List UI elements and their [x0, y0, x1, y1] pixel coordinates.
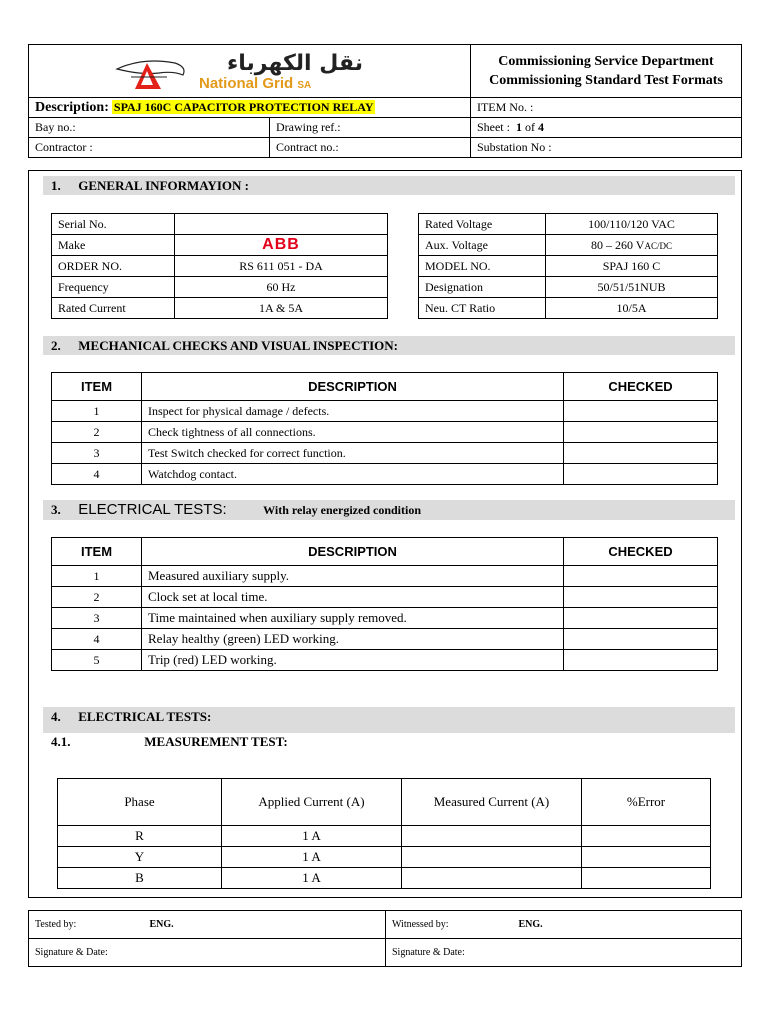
- table-row: [52, 464, 718, 485]
- general-label: MODEL NO.: [419, 256, 546, 277]
- item-no: ITEM No. :: [470, 98, 741, 118]
- section-4-heading: [43, 707, 735, 733]
- item-description: Measured auxiliary supply.: [142, 566, 564, 587]
- section-4-number: 4.: [51, 709, 61, 724]
- item-number: 4: [52, 464, 142, 485]
- table-header-row: [58, 779, 711, 826]
- description-value: SPAJ 160C CAPACITOR PROTECTION RELAY: [113, 99, 374, 114]
- witnessed-by-eng: ENG.: [518, 919, 543, 930]
- header-table: [28, 44, 742, 158]
- checked-cell[interactable]: [564, 650, 718, 671]
- general-label: Designation: [419, 277, 546, 298]
- measured-cell[interactable]: [402, 847, 582, 868]
- signature-date-left[interactable]: Signature & Date:: [29, 939, 386, 967]
- national-grid-logo-icon: [113, 55, 195, 93]
- logo-sa: SA: [297, 80, 312, 91]
- substation-no: Substation No :: [470, 138, 741, 158]
- sheet-total: 4: [537, 120, 544, 134]
- table-row: [58, 868, 711, 889]
- section-3-title: ELECTRICAL TESTS:: [78, 501, 227, 518]
- col-description: DESCRIPTION: [142, 373, 564, 401]
- table-row: [52, 443, 718, 464]
- item-number: 2: [52, 422, 142, 443]
- section-2-title: MECHANICAL CHECKS AND VISUAL INSPECTION:: [78, 338, 399, 353]
- item-number: 4: [52, 629, 142, 650]
- general-value: 60 Hz: [175, 277, 388, 298]
- general-label: Neu. CT Ratio: [419, 298, 546, 319]
- item-description: Inspect for physical damage / defects.: [142, 401, 564, 422]
- general-row: [52, 256, 388, 277]
- item-description: Time maintained when auxiliary supply removed.: [142, 608, 564, 629]
- drawing-ref: Drawing ref.:: [270, 118, 471, 138]
- phase-value: R: [58, 826, 222, 847]
- general-value: 1A & 5A: [175, 298, 388, 319]
- section-3-number: 3.: [51, 502, 61, 517]
- table-row: [52, 650, 718, 671]
- table-row: [52, 629, 718, 650]
- witnessed-by-label: Witnessed by:: [392, 919, 449, 930]
- item-number: 2: [52, 587, 142, 608]
- logo-cell: [29, 45, 471, 98]
- subsection-4-1: [51, 734, 288, 750]
- sheet-of: of: [524, 120, 535, 134]
- item-description: Relay healthy (green) LED working.: [142, 629, 564, 650]
- table-row: [52, 608, 718, 629]
- department-cell: [470, 45, 741, 98]
- checked-cell[interactable]: [564, 629, 718, 650]
- col-measured-current: Measured Current (A): [402, 779, 582, 826]
- section-2-number: 2.: [51, 338, 61, 353]
- general-row: [419, 235, 718, 256]
- make-logo-cell: [175, 235, 388, 256]
- item-number: 1: [52, 401, 142, 422]
- abb-logo: ABB: [262, 236, 300, 253]
- general-row: [419, 214, 718, 235]
- general-label: Frequency: [52, 277, 175, 298]
- general-value: SPAJ 160 C: [546, 256, 718, 277]
- general-row: [419, 298, 718, 319]
- subsection-4-1-title: MEASUREMENT TEST:: [144, 734, 288, 749]
- col-item: ITEM: [52, 373, 142, 401]
- sheet-number: 1: [515, 120, 522, 134]
- checked-cell[interactable]: [564, 587, 718, 608]
- table-row: [52, 401, 718, 422]
- department-title: Commissioning Service Department: [498, 54, 714, 69]
- item-description: Trip (red) LED working.: [142, 650, 564, 671]
- col-checked: CHECKED: [564, 538, 718, 566]
- item-description: Check tightness of all connections.: [142, 422, 564, 443]
- table-header-row: [52, 538, 718, 566]
- tested-by-cell[interactable]: [29, 911, 386, 939]
- signature-date-right[interactable]: Signature & Date:: [386, 939, 742, 967]
- general-value: RS 611 051 - DA: [175, 256, 388, 277]
- subsection-4-1-number: 4.1.: [51, 734, 71, 749]
- general-value: 100/110/120 VAC: [546, 214, 718, 235]
- checked-cell[interactable]: [564, 464, 718, 485]
- item-description: Watchdog contact.: [142, 464, 564, 485]
- tested-by-label: Tested by:: [35, 919, 77, 930]
- general-info-right-table: [418, 213, 718, 319]
- section-3-heading: [43, 500, 735, 520]
- sheet-cell: [470, 118, 741, 138]
- electrical-tests-table: [51, 537, 718, 671]
- col-item: ITEM: [52, 538, 142, 566]
- signature-row: [29, 939, 742, 967]
- table-row: [52, 422, 718, 443]
- col-checked: CHECKED: [564, 373, 718, 401]
- table-row: [52, 566, 718, 587]
- general-label: Rated Voltage: [419, 214, 546, 235]
- contractor: Contractor :: [29, 138, 270, 158]
- col-applied-current: Applied Current (A): [222, 779, 402, 826]
- section-2-heading: [43, 336, 735, 355]
- checked-cell[interactable]: [564, 443, 718, 464]
- general-info-left-table: [51, 213, 388, 319]
- error-cell[interactable]: [582, 868, 711, 889]
- signature-table: [28, 910, 742, 967]
- section-1-heading: [43, 176, 735, 195]
- general-label: Make: [52, 235, 175, 256]
- checked-cell[interactable]: [564, 401, 718, 422]
- general-row: [52, 214, 388, 235]
- measured-cell[interactable]: [402, 868, 582, 889]
- applied-value: 1 A: [222, 826, 402, 847]
- applied-value: 1 A: [222, 868, 402, 889]
- formats-title: Commissioning Standard Test Formats: [489, 73, 723, 88]
- logo-english: National Grid: [199, 75, 294, 92]
- section-1-number: 1.: [51, 178, 61, 193]
- section-3-subtitle: With relay energized condition: [263, 503, 422, 517]
- aux-voltage-cell: [546, 235, 718, 256]
- general-value: 80 – 260 V: [591, 237, 645, 252]
- applied-value: 1 A: [222, 847, 402, 868]
- signature-row: [29, 911, 742, 939]
- col-error: %Error: [582, 779, 711, 826]
- error-cell[interactable]: [582, 826, 711, 847]
- phase-value: B: [58, 868, 222, 889]
- checked-cell[interactable]: [564, 566, 718, 587]
- general-label: Rated Current: [52, 298, 175, 319]
- general-value: 50/51/51NUB: [546, 277, 718, 298]
- table-row: [58, 847, 711, 868]
- error-cell[interactable]: [582, 847, 711, 868]
- witnessed-by-cell[interactable]: [386, 911, 742, 939]
- measured-cell[interactable]: [402, 826, 582, 847]
- measurement-table: [57, 778, 711, 889]
- general-label: ORDER NO.: [52, 256, 175, 277]
- section-1-title: GENERAL INFORMAYION :: [78, 178, 249, 193]
- checked-cell[interactable]: [564, 422, 718, 443]
- general-label: Serial No.: [52, 214, 175, 235]
- checked-cell[interactable]: [564, 608, 718, 629]
- item-number: 5: [52, 650, 142, 671]
- tested-by-eng: ENG.: [149, 919, 174, 930]
- mechanical-checks-table: [51, 372, 718, 485]
- table-header-row: [52, 373, 718, 401]
- general-row: [52, 277, 388, 298]
- sheet-label: Sheet :: [476, 120, 510, 134]
- section-4-title: ELECTRICAL TESTS:: [78, 709, 212, 724]
- description-cell: [29, 98, 471, 118]
- item-description: Clock set at local time.: [142, 587, 564, 608]
- col-phase: Phase: [58, 779, 222, 826]
- general-row: [419, 277, 718, 298]
- aux-voltage-subscript: AC/DC: [644, 240, 672, 251]
- general-row: [52, 235, 388, 256]
- item-number: 3: [52, 608, 142, 629]
- table-row: [52, 587, 718, 608]
- item-number: 3: [52, 443, 142, 464]
- description-label: Description:: [35, 99, 109, 115]
- item-description: Test Switch checked for correct function.: [142, 443, 564, 464]
- general-value: [175, 214, 388, 235]
- logo-arabic: نقل الكهرباء: [227, 51, 363, 76]
- phase-value: Y: [58, 847, 222, 868]
- item-number: 1: [52, 566, 142, 587]
- general-value: 10/5A: [546, 298, 718, 319]
- contract-no: Contract no.:: [270, 138, 471, 158]
- col-description: DESCRIPTION: [142, 538, 564, 566]
- general-label: Aux. Voltage: [419, 235, 546, 256]
- general-row: [52, 298, 388, 319]
- bay-no: Bay no.:: [29, 118, 270, 138]
- table-row: [58, 826, 711, 847]
- general-row: [419, 256, 718, 277]
